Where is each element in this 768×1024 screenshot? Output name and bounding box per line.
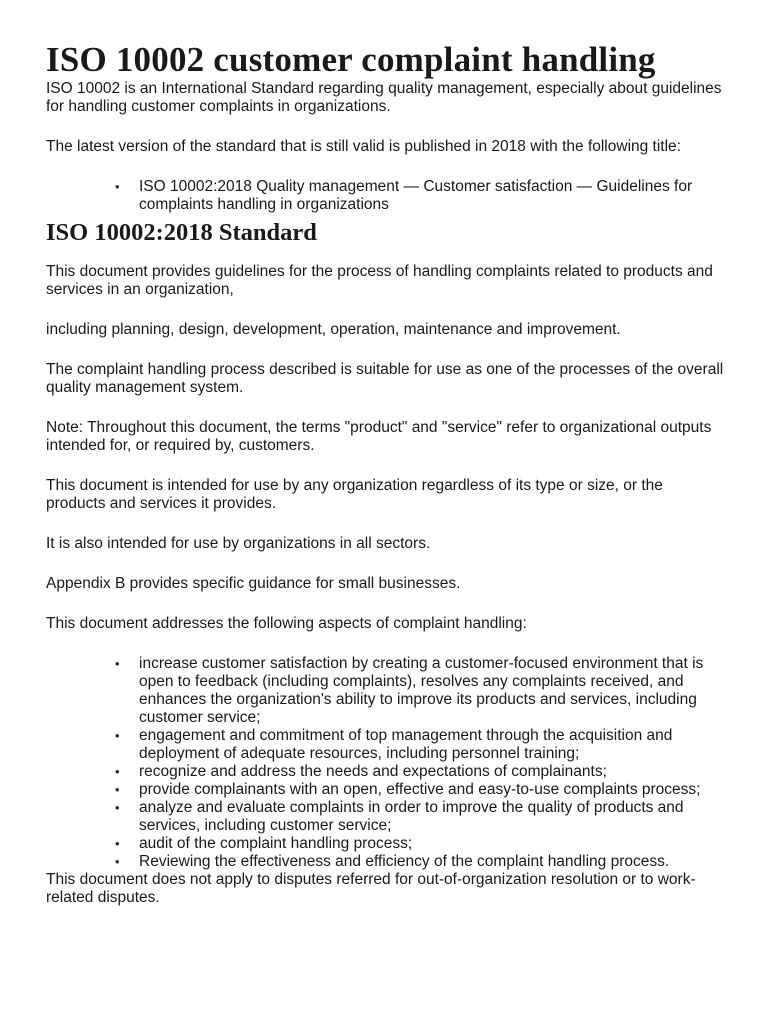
aspects-list — [46, 655, 726, 871]
paragraph-aspects-intro: This document addresses the following aspects of complaint handling: — [46, 615, 527, 632]
latest-version-paragraph: The latest version of the standard that is still valid is published in 2018 with the following title: — [46, 138, 681, 155]
paragraph-scope: This document provides guidelines for the process of handling complaints related to products and services in an organization, — [46, 263, 713, 298]
paragraph-sectors: It is also intended for use by organizations in all sectors. — [46, 535, 431, 552]
list-item: • analyze and evaluate complaints in order to improve the quality of products and services, including customer service; — [139, 799, 726, 835]
paragraph-appendix: Appendix B provides specific guidance for small businesses. — [46, 575, 461, 592]
list-item: • recognize and address the needs and expectations of complainants; — [139, 763, 726, 781]
paragraph-note: Note: Throughout this document, the terms "product" and "service" refer to organizational outputs intended for, or required by, customers. — [46, 419, 712, 454]
list-item: • ISO 10002:2018 Quality management — Customer satisfaction — Guidelines for complaints handling in organizations — [139, 178, 726, 214]
list-item: • Reviewing the effectiveness and efficiency of the complaint handling process. — [139, 853, 726, 871]
paragraph-applicability: This document is intended for use by any organization regardless of its type or size, or the products and services it provides. — [46, 477, 663, 512]
list-item: • engagement and commitment of top management through the acquisition and deployment of adequate resources, including personnel training; — [139, 727, 726, 763]
spacer — [46, 248, 726, 263]
list-item: • provide complainants with an open, effective and easy-to-use complaints process; — [139, 781, 726, 799]
intro-paragraph: ISO 10002 is an International Standard regarding quality management, especially about guidelines for handling customer complaints in organizations. — [46, 80, 722, 115]
page-title: ISO 10002 customer complaint handling — [46, 40, 656, 79]
section-heading: ISO 10002:2018 Standard — [46, 219, 317, 246]
standard-title-list — [46, 178, 726, 214]
list-item: • increase customer satisfaction by creating a customer-focused environment that is open to feedback (including complaints), resolves any complaints received, and enhances the organization's ability to improve its products and services, including customer service; — [139, 655, 726, 727]
document-page — [46, 40, 726, 907]
paragraph-process: The complaint handling process described is suitable for use as one of the processes of the overall quality management system. — [46, 361, 724, 396]
closing-paragraph: This document does not apply to disputes referred for out-of-organization resolution or to work-related disputes. — [46, 871, 696, 906]
paragraph-lifecycle: including planning, design, development, operation, maintenance and improvement. — [46, 321, 621, 338]
list-item: • audit of the complaint handling process; — [139, 835, 726, 853]
